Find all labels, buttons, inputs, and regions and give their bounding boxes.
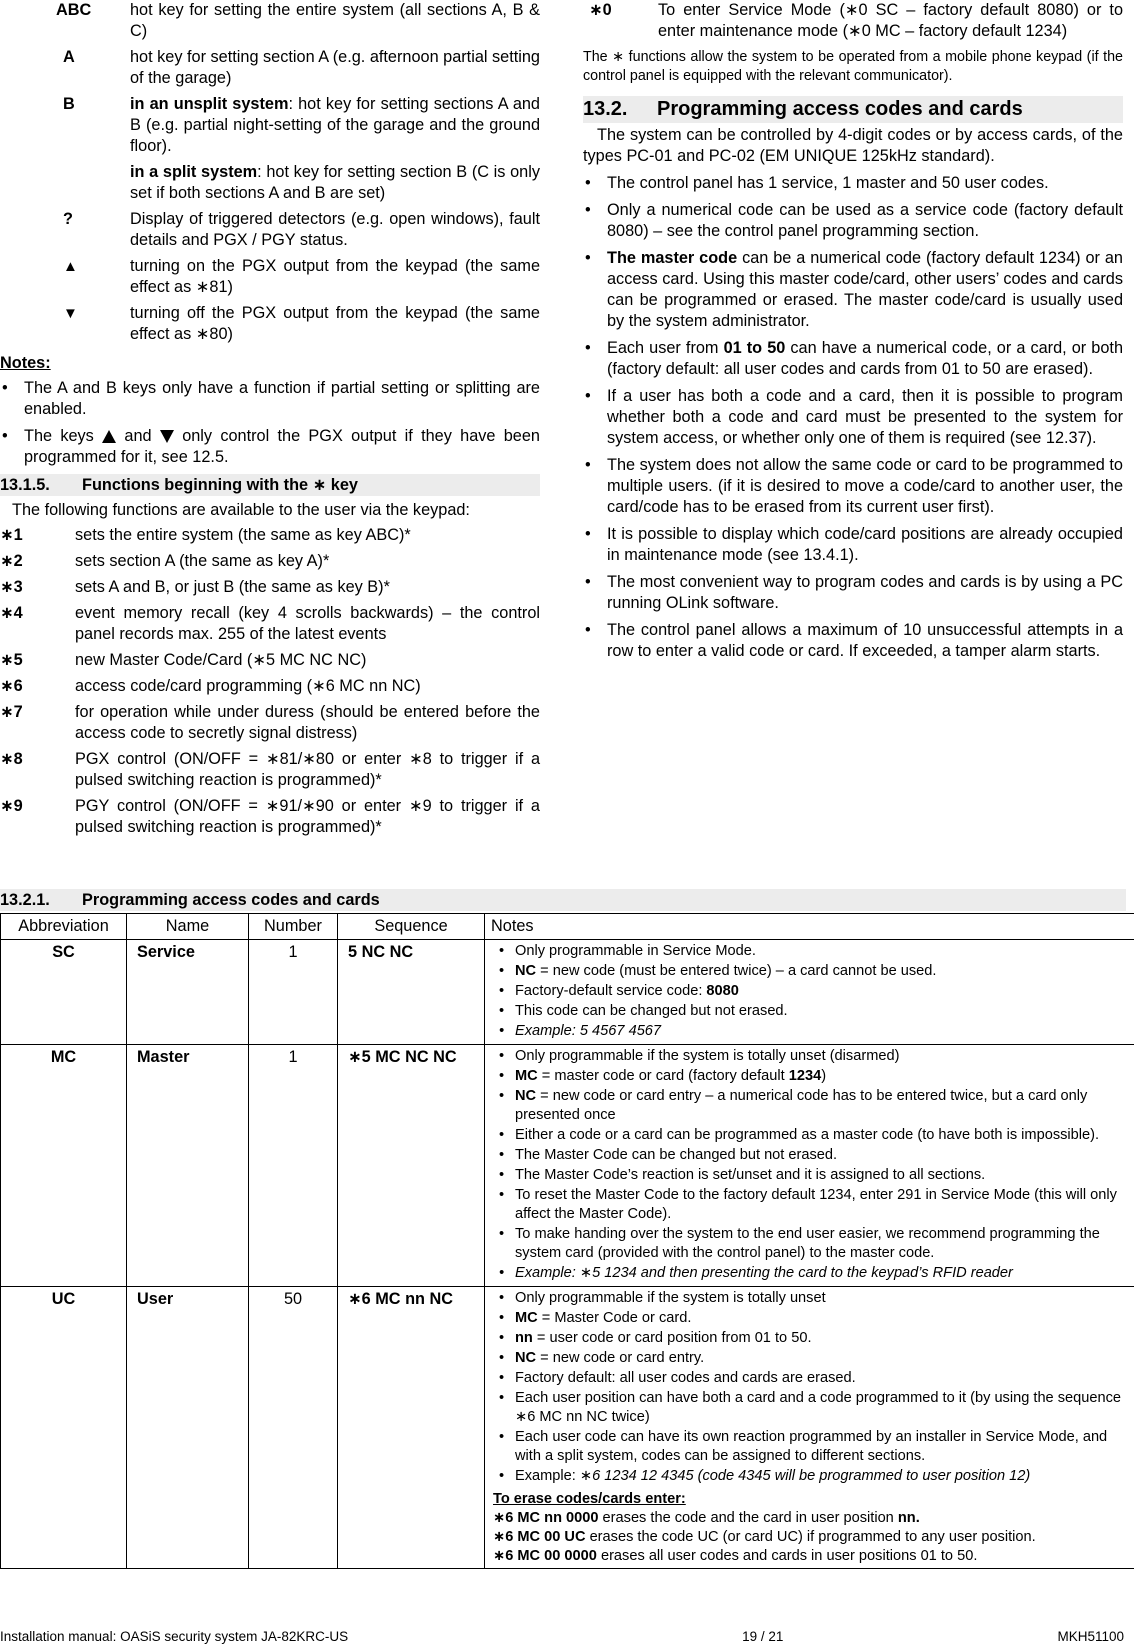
key-a bbox=[0, 47, 540, 89]
col-header: Name bbox=[127, 914, 249, 940]
key-desc: hot key for setting section A (e.g. afternoon partial setting of the garage) bbox=[130, 48, 540, 87]
function-key: ∗3 bbox=[0, 578, 23, 596]
note-text: The keys bbox=[24, 427, 94, 445]
bullet-bold: The master code bbox=[607, 249, 738, 267]
notes-list bbox=[0, 378, 540, 468]
codes-bullet-list bbox=[583, 173, 1123, 662]
cell-name: Master bbox=[127, 1045, 249, 1287]
function-desc: sets the entire system (the same as key ABC)* bbox=[75, 526, 411, 544]
key-desc: hot key for setting the entire system (all sections A, B & C) bbox=[130, 1, 540, 40]
arrow-down-icon bbox=[160, 430, 174, 443]
key-down bbox=[0, 303, 540, 345]
note-item: • To make handing over the system to the end user easier, we recommend programming the system card (provided with the control panel) to the master code. bbox=[493, 1225, 1128, 1263]
function-desc: for operation while under duress (should be entered before the access code to secretly signal distress) bbox=[75, 703, 540, 742]
arrow-up-icon: ▲ bbox=[63, 258, 78, 275]
note-text: and bbox=[124, 427, 152, 445]
function-row-star0 bbox=[583, 0, 1123, 42]
doc-code: MKH51100 bbox=[1057, 1629, 1124, 1644]
function-row bbox=[0, 796, 540, 838]
table-row bbox=[1, 940, 1134, 1045]
cell-name: Service bbox=[127, 940, 249, 1045]
cell-number: 50 bbox=[249, 1287, 338, 1569]
key-desc: Display of triggered detectors (e.g. open windows), fault details and PGX / PGY status. bbox=[130, 210, 540, 249]
intro-text: The system can be controlled by 4-digit codes or by access cards, of the types PC-01 and PC-02 (EM UNIQUE 125kHz standard). bbox=[583, 126, 1123, 165]
note-italic: ∗6 1234 12 4345 (code 4345 will be programmed to user position 12) bbox=[579, 1468, 1031, 1484]
cell-abbreviation: MC bbox=[1, 1045, 127, 1287]
note-bold: NC bbox=[515, 963, 537, 979]
bullet-item: • The most convenient way to program codes and cards is by using a PC running OLink software. bbox=[583, 572, 1123, 614]
note-item bbox=[493, 1467, 1128, 1486]
page-footer bbox=[0, 1626, 1134, 1647]
function-key: ∗2 bbox=[0, 552, 23, 570]
note-text: = master code or card (factory default bbox=[537, 1068, 789, 1084]
function-row bbox=[0, 577, 540, 598]
cell-number: 1 bbox=[249, 1045, 338, 1287]
note-text: only control the PGX output if they have been programmed for it, see 12.5. bbox=[24, 427, 540, 466]
function-row bbox=[0, 749, 540, 791]
note-item: • Only programmable in Service Mode. bbox=[493, 942, 1128, 961]
erase-line bbox=[493, 1547, 1128, 1566]
cell-sequence: ∗6 MC nn NC bbox=[338, 1287, 485, 1569]
erase-sequence: ∗6 MC 00 0000 bbox=[493, 1548, 597, 1564]
erase-line bbox=[493, 1528, 1128, 1547]
function-row bbox=[0, 702, 540, 744]
note-text: = Master Code or card. bbox=[537, 1310, 692, 1326]
function-row bbox=[0, 676, 540, 697]
note-item: • This code can be changed but not erased. bbox=[493, 1002, 1128, 1021]
erase-title: To erase codes/cards enter: bbox=[493, 1491, 686, 1507]
note-bold: nn bbox=[515, 1330, 533, 1346]
key-label bbox=[0, 162, 130, 204]
left-column bbox=[0, 0, 540, 843]
note-item bbox=[493, 1349, 1128, 1368]
cell-abbreviation: SC bbox=[1, 940, 127, 1045]
erase-bold: nn. bbox=[897, 1510, 920, 1526]
arrow-up-icon bbox=[102, 430, 116, 443]
table-row bbox=[1, 1045, 1134, 1287]
key-label: ABC bbox=[56, 1, 92, 19]
function-desc: To enter Service Mode (∗0 SC – factory default 8080) or to enter maintenance mode (∗0 MC – factory default 1234) bbox=[658, 1, 1123, 40]
note-text: ) bbox=[821, 1068, 827, 1084]
note-text: = new code or card entry. bbox=[536, 1350, 705, 1366]
function-desc: PGX control (ON/OFF = ∗81/∗80 or enter ∗8 to trigger if a pulsed switching reaction is programmed)* bbox=[75, 750, 540, 789]
col-header: Abbreviation bbox=[1, 914, 127, 940]
table-header-row bbox=[1, 914, 1134, 940]
function-key: ∗9 bbox=[0, 797, 23, 815]
key-label: A bbox=[63, 48, 75, 66]
bullet-text: Each user from bbox=[607, 339, 724, 357]
note-text: Factory-default service code: bbox=[515, 983, 707, 999]
function-row bbox=[0, 551, 540, 572]
cell-abbreviation: UC bbox=[1, 1287, 127, 1569]
function-key: ∗4 bbox=[0, 604, 23, 622]
cell-number: 1 bbox=[249, 940, 338, 1045]
key-desc-text: : hot key for setting section B (C is only set if both sections A and B are set) bbox=[130, 163, 540, 202]
erase-line bbox=[493, 1509, 1128, 1528]
note-bold: MC bbox=[515, 1068, 538, 1084]
note-item bbox=[493, 962, 1128, 981]
erase-sequence: ∗6 MC 00 UC bbox=[493, 1529, 586, 1545]
note-item: • The A and B keys only have a function if partial setting or splitting are enabled. bbox=[0, 378, 540, 420]
note-bold: MC bbox=[515, 1310, 538, 1326]
note-item: • Only programmable if the system is totally unset (disarmed) bbox=[493, 1047, 1128, 1066]
note-item bbox=[0, 426, 540, 468]
cell-name: User bbox=[127, 1287, 249, 1569]
bullet-item bbox=[583, 248, 1123, 332]
key-desc bbox=[130, 94, 540, 157]
note-item: • Example: 5 4567 4567 bbox=[493, 1022, 1128, 1041]
erase-sequence: ∗6 MC nn 0000 bbox=[493, 1510, 599, 1526]
note-item bbox=[493, 1309, 1128, 1328]
right-column bbox=[583, 0, 1123, 668]
key-desc-bold: in an unsplit system bbox=[130, 95, 289, 113]
note-bold: 8080 bbox=[706, 983, 739, 999]
section-number: 13.2. bbox=[583, 98, 628, 120]
note-item: • To reset the Master Code to the factory default 1234, enter 291 in Service Mode (this will only affect the Master Code). bbox=[493, 1186, 1128, 1224]
function-desc: sets A and B, or just B (the same as key B)* bbox=[75, 578, 390, 596]
cell-notes bbox=[485, 1045, 1134, 1287]
bullet-bold: 01 to 50 bbox=[723, 339, 786, 357]
function-desc: access code/card programming (∗6 MC nn NC) bbox=[75, 677, 421, 695]
note-text: = user code or card position from 01 to 50. bbox=[532, 1330, 812, 1346]
key-desc: turning off the PGX output from the keypad (the same effect as ∗80) bbox=[130, 304, 540, 343]
col-header: Notes bbox=[485, 914, 1134, 940]
key-b bbox=[0, 94, 540, 157]
section-number: 13.1.5. bbox=[0, 476, 50, 494]
bullet-text: can be a numerical code (factory default 1234) or an access card. Using this master code/card, other users’ codes and cards can be programmed or erased. The master code/card is usually used by the system administrator. bbox=[607, 249, 1123, 330]
intro-text: The following functions are available to the user via the keypad: bbox=[12, 501, 470, 519]
section-title: Programming access codes and cards bbox=[82, 891, 380, 909]
cell-notes bbox=[485, 940, 1134, 1045]
note-item: • Either a code or a card can be programmed as a master code (to have both is impossible). bbox=[493, 1126, 1128, 1145]
note-item bbox=[493, 1087, 1128, 1125]
function-key: ∗0 bbox=[589, 1, 612, 19]
note-item: • Each user position can have both a card and a code programmed to it (by using the sequence ∗6 MC nn NC twice) bbox=[493, 1389, 1128, 1427]
erase-text: erases all user codes and cards in user positions 01 to 50. bbox=[596, 1548, 978, 1564]
note-text: = new code (must be entered twice) – a card cannot be used. bbox=[536, 963, 937, 979]
note-item: • Factory default: all user codes and cards are erased. bbox=[493, 1369, 1128, 1388]
note-item bbox=[493, 1329, 1128, 1348]
bullet-item bbox=[583, 338, 1123, 380]
key-label: ? bbox=[63, 210, 73, 228]
note-text: = new code or card entry – a numerical code has to be entered twice, but a card only presented once bbox=[515, 1088, 1088, 1123]
notes-title: Notes: bbox=[0, 354, 51, 372]
note-item: • Only programmable if the system is totally unset bbox=[493, 1289, 1128, 1308]
key-desc-text: : hot key for setting sections A and B (e.g. partial night-setting of the garage and the ground floor). bbox=[130, 95, 540, 155]
key-abc bbox=[0, 0, 540, 42]
section-number: 13.2.1. bbox=[0, 891, 50, 909]
function-key: ∗8 bbox=[0, 750, 23, 768]
function-desc: sets section A (the same as key A)* bbox=[75, 552, 330, 570]
arrow-down-icon: ▼ bbox=[63, 305, 78, 322]
col-header: Number bbox=[249, 914, 338, 940]
key-question bbox=[0, 209, 540, 251]
note-bold: NC bbox=[515, 1088, 537, 1104]
codes-table-section bbox=[0, 889, 1134, 1569]
function-row bbox=[0, 650, 540, 671]
section-heading bbox=[0, 889, 1126, 911]
note-item bbox=[493, 982, 1128, 1001]
section-heading bbox=[583, 96, 1123, 123]
function-list bbox=[0, 525, 540, 838]
note-item: • The Master Code can be changed but not erased. bbox=[493, 1146, 1128, 1165]
bullet-item: • The system does not allow the same code or card to be programmed to multiple users. (if it is desired to move a code/card to another user, the card/code has to be erased from its current user first). bbox=[583, 455, 1123, 518]
bullet-item: • If a user has both a code and a card, then it is possible to program whether both a code and card must be presented to the system for system access, or whether only one of them is required (see 12.37). bbox=[583, 386, 1123, 449]
bullet-item: • The control panel has 1 service, 1 master and 50 user codes. bbox=[583, 173, 1123, 194]
key-desc bbox=[130, 162, 540, 204]
col-header: Sequence bbox=[338, 914, 485, 940]
function-key: ∗6 bbox=[0, 677, 23, 695]
section-title: Functions beginning with the ∗ key bbox=[82, 476, 358, 494]
page-number: 19 / 21 bbox=[742, 1629, 784, 1644]
erase-text: erases the code and the card in user position bbox=[598, 1510, 898, 1526]
codes-table bbox=[0, 913, 1134, 1569]
table-row bbox=[1, 1287, 1134, 1569]
function-key: ∗7 bbox=[0, 703, 23, 721]
star-functions-note: The ∗ functions allow the system to be operated from a mobile phone keypad (if the control panel is equipped with the relevant communicator). bbox=[583, 49, 1123, 84]
function-key: ∗5 bbox=[0, 651, 23, 669]
note-item: • The Master Code’s reaction is set/unset and it is assigned to all sections. bbox=[493, 1166, 1128, 1185]
key-desc-bold: in a split system bbox=[130, 163, 258, 181]
section-heading bbox=[0, 474, 540, 496]
footer-title: Installation manual: OASiS security system JA-82KRC-US bbox=[0, 1629, 349, 1644]
function-key: ∗1 bbox=[0, 526, 23, 544]
key-desc: turning on the PGX output from the keypad (the same effect as ∗81) bbox=[130, 257, 540, 296]
cell-sequence: 5 NC NC bbox=[338, 940, 485, 1045]
key-label: B bbox=[63, 95, 75, 113]
note-bold: 1234 bbox=[788, 1068, 822, 1084]
function-desc: event memory recall (key 4 scrolls backwards) – the control panel records max. 255 of the latest events bbox=[75, 604, 540, 643]
note-bold: NC bbox=[515, 1350, 537, 1366]
function-row bbox=[0, 603, 540, 645]
note-item bbox=[493, 1067, 1128, 1086]
key-up bbox=[0, 256, 540, 298]
section-title: Programming access codes and cards bbox=[657, 98, 1023, 120]
bullet-item: • It is possible to display which code/card positions are already occupied in maintenance mode (see 13.4.1). bbox=[583, 524, 1123, 566]
bullet-item: • The control panel allows a maximum of 10 unsuccessful attempts in a row to enter a valid code or card. If exceeded, a tamper alarm starts. bbox=[583, 620, 1123, 662]
erase-text: erases the code UC (or card UC) if programmed to any user position. bbox=[585, 1529, 1036, 1545]
bullet-text: can have a numerical code, or a card, or both (factory default: all user codes and cards from 01 to 50 are erased). bbox=[607, 339, 1123, 378]
cell-notes bbox=[485, 1287, 1134, 1569]
function-desc: PGY control (ON/OFF = ∗91/∗90 or enter ∗9 to trigger if a pulsed switching reaction is programmed)* bbox=[75, 797, 540, 836]
key-b-split bbox=[0, 162, 540, 204]
bullet-item: • Only a numerical code can be used as a service code (factory default 8080) – see the control panel programming section. bbox=[583, 200, 1123, 242]
note-item: • Each user code can have its own reaction programmed by an installer in Service Mode, and with a split system, codes can be assigned to different sections. bbox=[493, 1428, 1128, 1466]
function-row bbox=[0, 525, 540, 546]
function-desc: new Master Code/Card (∗5 MC NC NC) bbox=[75, 651, 367, 669]
note-text: Example: bbox=[515, 1468, 580, 1484]
note-item: • Example: ∗5 1234 and then presenting the card to the keypad’s RFID reader bbox=[493, 1264, 1128, 1283]
cell-sequence: ∗5 MC NC NC bbox=[338, 1045, 485, 1287]
